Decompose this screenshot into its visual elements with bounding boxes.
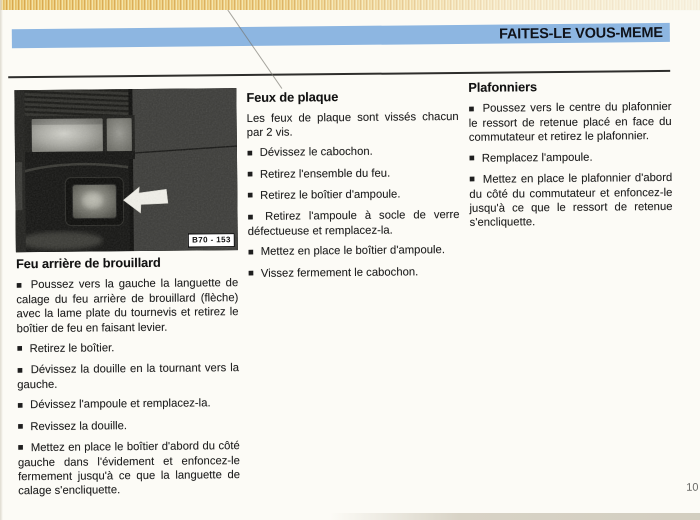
list-item: ■ Retirez l'ampoule à socle de verre défectueuse et remplacez-la. [248, 208, 460, 239]
section-title-plate-lights: Feux de plaque [246, 89, 339, 105]
page-header-title: FAITES-LE VOUS-MEME [498, 24, 663, 43]
section-fog-light [16, 254, 240, 505]
list-item: ■ Vissez fermement le cabochon. [248, 265, 460, 282]
horizontal-rule [8, 70, 670, 78]
list-item: ■ Poussez vers le centre du plafonnier le ressort de retenue placé en face du commutateur et retirez le plafonnier. [468, 100, 671, 146]
book-edge-fade [0, 0, 700, 11]
page-bottom-edge-shadow [330, 513, 700, 520]
list-item: ■ Revissez la douille. [18, 418, 240, 435]
list-item: ■ Mettez en place le boîtier d'abord du côté gauche dans l'évidement et enfoncez-le fermement jusqu'à ce que la languette de calage s'encliquette. [18, 439, 241, 499]
section-title-dome-lights: Plafonniers [468, 79, 538, 95]
header-bar [12, 23, 670, 48]
fog-light-photo [14, 88, 238, 252]
section-dome-lights [468, 78, 672, 237]
list-item: ■ Mettez en place le plafonnier d'abord du côté du commutateur et enfoncez-le jusqu'à ce que le ressort de retenue s'encliquette. [469, 171, 673, 231]
page-number: 10 [686, 481, 699, 494]
list-item: ■ Remplacez l'ampoule. [469, 150, 672, 167]
section-plate-lights [246, 88, 460, 288]
list-item: ■ Dévissez le cabochon. [247, 144, 459, 161]
list-item: ■ Retirez le boîtier d'ampoule. [247, 187, 459, 204]
list-item: ■ Mettez en place le boîtier d'ampoule. [248, 243, 460, 260]
list-item: ■ Retirez le boîtier. [17, 340, 239, 357]
page-left-edge-shadow [0, 0, 3, 520]
section-intro: Les feux de plaque sont vissés chacun par 2 vis. [246, 110, 459, 140]
list-item: ■ Dévissez la douille en la tournant vers la gauche. [17, 361, 239, 393]
list-item: ■ Dévissez l'ampoule et remplacez-la. [17, 396, 239, 413]
list-item: ■ Poussez vers la gauche la languette de calage du feu arrière de brouillard (flèche) avec la lame plate du tournevis et retirez le boîtier de feu en faisant levier. [16, 276, 239, 336]
section-title-fog-light: Feu arrière de brouillard [15, 254, 161, 272]
list-item: ■ Retirez l'ensemble du feu. [247, 166, 459, 183]
figure-reference: B70 - 153 [188, 233, 235, 247]
